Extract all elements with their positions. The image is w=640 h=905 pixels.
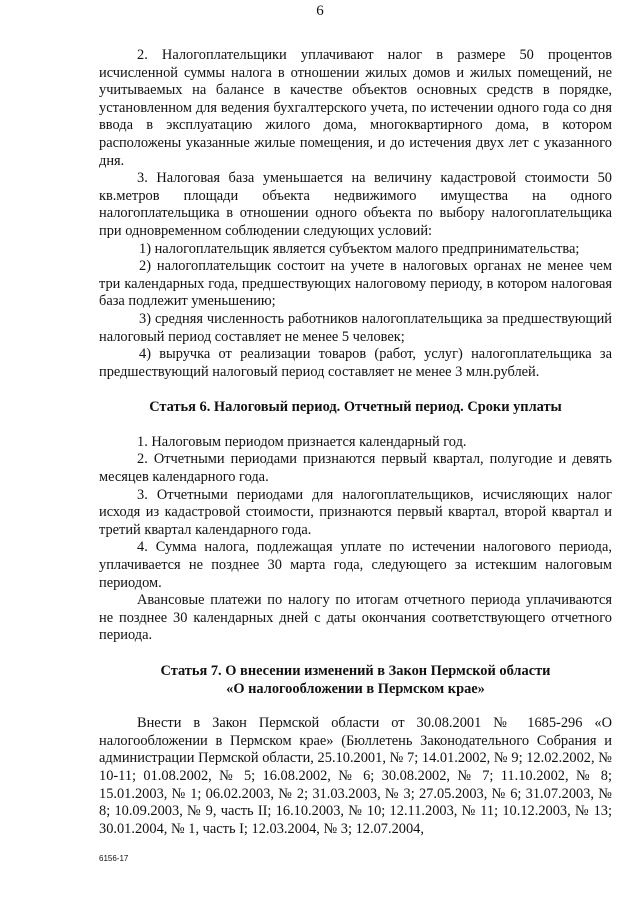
condition-1: 1) налогоплательщик является субъектом малого предпринимательства; — [139, 240, 580, 257]
article6-paragraph-5: Авансовые платежи по налогу по итогам отчетного периода уплачиваются не позднее 30 календарных дней с даты окончания соответствующего отчетного периода. — [99, 592, 612, 644]
article5-paragraph-3: 3. Налоговая база уменьшается на величину кадастровой стоимости 50 кв.метров площади объекта недвижимого имущества на одного налогоплательщика в отношении одного объекта по выбору налогоплательщика при одновременном соблюдении следующих условий: — [99, 170, 612, 239]
article7-heading-line2: «О налогообложении в Пермском крае» — [226, 680, 485, 697]
article7-paragraph-1: Внести в Закон Пермской области от 30.08.2001 № 1685-296 «О налогообложении в Пермском крае» (Бюллетень Законодательного Собрания и администрации Пермской области, 25.10.2001, № 7; 14.01.2002, № 9; 12.02.2002, № 10-11; 01.08.2002, № 5; 16.08.2002, № 6; 30.08.2002, № 7; 11.10.2002, № 8; 15.01.2003, № 1; 06.02.2003, № 2; 31.03.2003, № 3; 27.05.2003, № 6; 31.07.2003, № 8; 10.09.2003, № 9, часть II; 16.10.2003, № 10; 12.11.2003, № 11; 10.12.2003, № 13; 30.01.2004, № 1, часть I; 12.03.2004, № 3; 12.07.2004, — [99, 715, 612, 837]
article6-heading: Статья 6. Налоговый период. Отчетный период. Сроки уплаты — [149, 399, 562, 416]
page-number: 6 — [316, 3, 324, 19]
article6-paragraph-4: 4. Сумма налога, подлежащая уплате по истечении налогового периода, уплачивается не позднее 30 марта года, следующего за истекшим налоговым периодом. — [99, 539, 612, 591]
article5-paragraph-2: 2. Налогоплательщики уплачивают налог в размере 50 процентов исчисленной суммы налога в отношении жилых домов и жилых помещений, не учитываемых на балансе в качестве объектов основных средств в порядке, установленном для ведения бухгалтерского учета, по истечении одного года со дня ввода в эксплуатацию жилого дома, многоквартирного дома, в котором расположены указанные жилые помещения, и до истечения двух лет с указанного дня. — [99, 47, 612, 169]
article6-paragraph-3: 3. Отчетными периодами для налогоплательщиков, исчисляющих налог исходя из кадастровой стоимости, признаются первый квартал, второй квартал и третий квартал календарного года. — [99, 486, 612, 538]
article6-paragraph-1: 1. Налоговым периодом признается календарный год. — [137, 433, 467, 450]
condition-2: 2) налогоплательщик состоит на учете в налоговых органах не менее чем три календарных года, предшествующих налоговому периоду, в котором налоговая база подлежит уменьшению; — [99, 258, 612, 310]
condition-4: 4) выручка от реализации товаров (работ, услуг) налогоплательщика за предшествующий налоговый период составляет не менее 3 млн.рублей. — [99, 346, 612, 380]
article7-heading-line1: Статья 7. О внесении изменений в Закон Пермской области — [160, 663, 551, 679]
article6-paragraph-2: 2. Отчетными периодами признаются первый квартал, полугодие и девять месяцев календарного года. — [99, 451, 612, 486]
condition-3: 3) средняя численность работников налогоплательщика за предшествующий налоговый период составляет не менее 5 человек; — [99, 310, 612, 345]
article7-heading — [99, 663, 612, 698]
document-code: 6156-17 — [99, 854, 129, 863]
document-body — [99, 47, 612, 838]
